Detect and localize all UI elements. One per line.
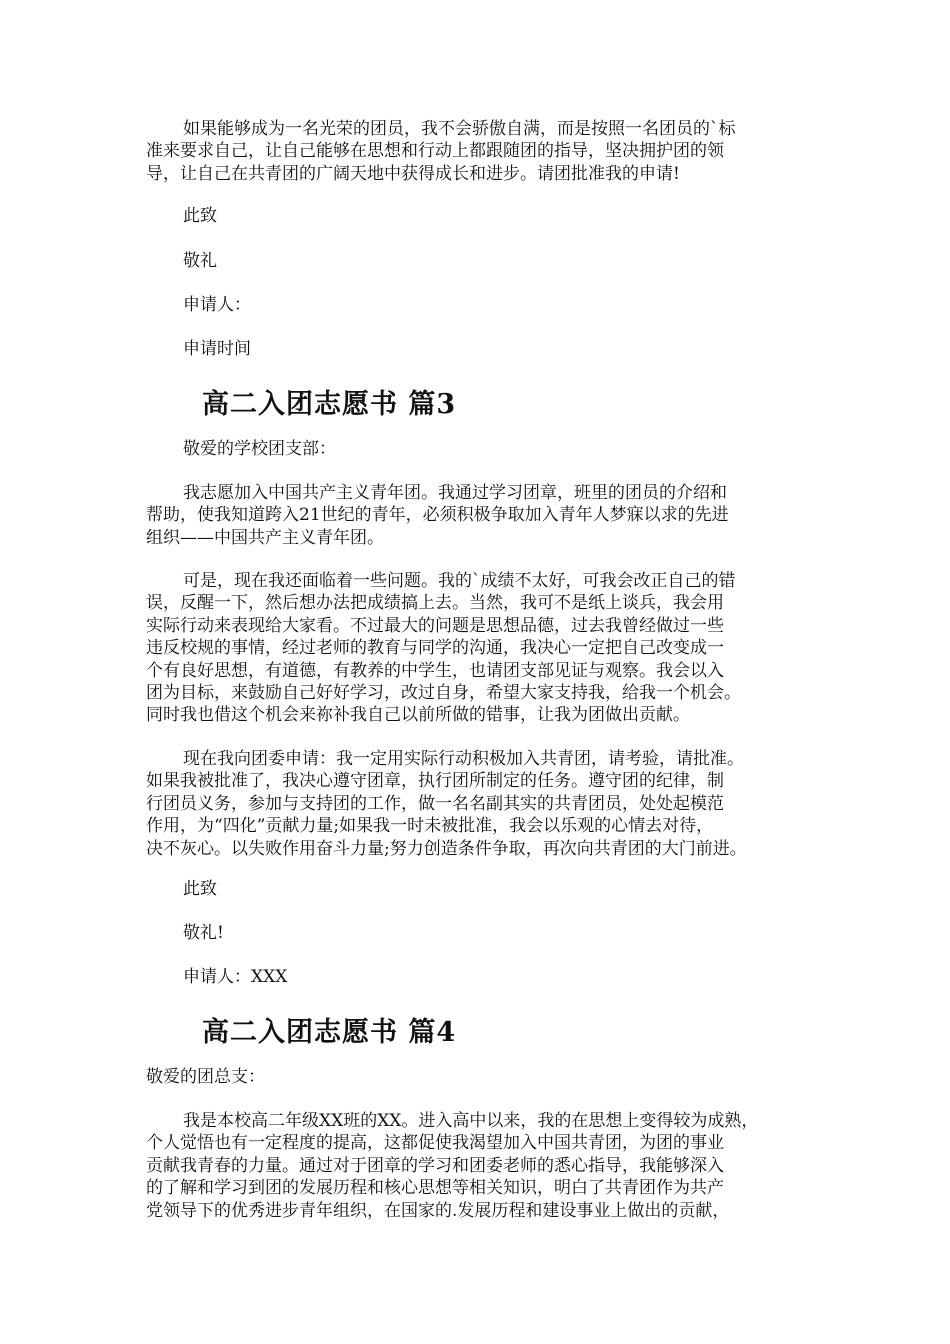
paragraph-s3-2 <box>146 570 741 727</box>
text-line: 团为目标，来鼓励自己好好学习，改过自身，希望大家支持我，给我一个机会。 <box>146 683 741 704</box>
text-line: 误，反醒一下，然后想办法把成绩搞上去。当然，我可不是纸上谈兵，我会用 <box>146 593 724 614</box>
text-line: 个有良好思想，有道德，有教养的中学生，也请团支部见证与观察。我会以入 <box>146 660 724 681</box>
text-line: 帮助，使我知道跨入21世纪的青年，必须积极争取加入青年人梦寐以求的先进 <box>146 505 729 526</box>
text-line: 准来要求自己，让自己能够在思想和行动上都跟随团的指导，坚决拥护团的领 <box>146 141 724 162</box>
paragraph-s2-1 <box>146 118 736 185</box>
text-line: 实际行动来表现给大家看。不过最大的问题是思想品德，过去我曾经做过一些 <box>146 615 724 636</box>
section-title-3: 高二入团志愿书 篇3 <box>202 389 457 420</box>
text-line: 如果我被批准了，我决心遵守团章，执行团所制定的任务。遵守团的纪律，制 <box>146 771 724 792</box>
application-date-label: 申请时间 <box>183 339 251 359</box>
text-line: 导，让自己在共青团的广阔天地中获得成长和进步。请团批准我的申请! <box>146 163 680 184</box>
text-line: 可是，现在我还面临着一些问题。我的`成绩不太好，可我会改正自己的错 <box>183 571 736 591</box>
closing-jing-li-3: 敬礼! <box>183 923 224 943</box>
text-line: 行团员义务，参加与支持团的工作，做一名名副其实的共青团员，处处起模范 <box>146 793 724 814</box>
closing-ci-zhi-3: 此致 <box>183 879 217 899</box>
text-line: 贡献我青春的力量。通过对于团章的学习和团委老师的悉心指导，我能够深入 <box>146 1155 724 1176</box>
applicant-3: 申请人：XXX <box>183 967 288 987</box>
salutation-4: 敬爱的团总支： <box>146 1067 265 1087</box>
text-line: 个人觉悟也有一定程度的提高，这都促使我渴望加入中国共青团，为团的事业 <box>146 1133 724 1154</box>
text-line: 组织——中国共产主义青年团。 <box>146 527 384 548</box>
text-line: 决不灰心。以失败作用奋斗力量;努力创造条件争取，再次向共青团的大门前进。 <box>146 838 747 859</box>
paragraph-s3-1 <box>146 482 729 549</box>
closing-ci-zhi: 此致 <box>183 206 217 226</box>
salutation-3: 敬爱的学校团支部： <box>183 439 336 459</box>
closing-jing-li: 敬礼 <box>183 251 217 271</box>
text-line: 的了解和学习到团的发展历程和核心思想等相关知识，明白了共青团作为共产 <box>146 1178 724 1199</box>
text-line: 党领导下的优秀进步青年组织，在国家的.发展历程和建设事业上做出的贡献， <box>146 1200 730 1221</box>
text-line: 我志愿加入中国共产主义青年团。我通过学习团章，班里的团员的介绍和 <box>183 483 727 503</box>
paragraph-s3-3 <box>146 748 747 860</box>
text-line: 作用，为“四化”贡献力量;如果我一时未被批准，我会以乐观的心情去对待， <box>146 816 714 837</box>
paragraph-s4-1 <box>146 1110 758 1222</box>
text-line: 现在我向团委申请：我一定用实际行动积极加入共青团，请考验，请批准。 <box>183 749 744 769</box>
text-line: 同时我也借这个机会来祢补我自己以前所做的错事，让我为团做出贡献。 <box>146 705 690 726</box>
text-line: 违反校规的事情，经过老师的教育与同学的沟通，我决心一定把自己改变成一 <box>146 638 724 659</box>
text-line: 我是本校高二年级XX班的XX。进入高中以来，我的在思想上变得较为成熟， <box>183 1111 759 1131</box>
section-title-4: 高二入团志愿书 篇4 <box>202 1017 457 1048</box>
applicant-label: 申请人： <box>183 295 251 315</box>
text-line: 如果能够成为一名光荣的团员，我不会骄傲自满，而是按照一名团员的`标 <box>183 119 736 139</box>
